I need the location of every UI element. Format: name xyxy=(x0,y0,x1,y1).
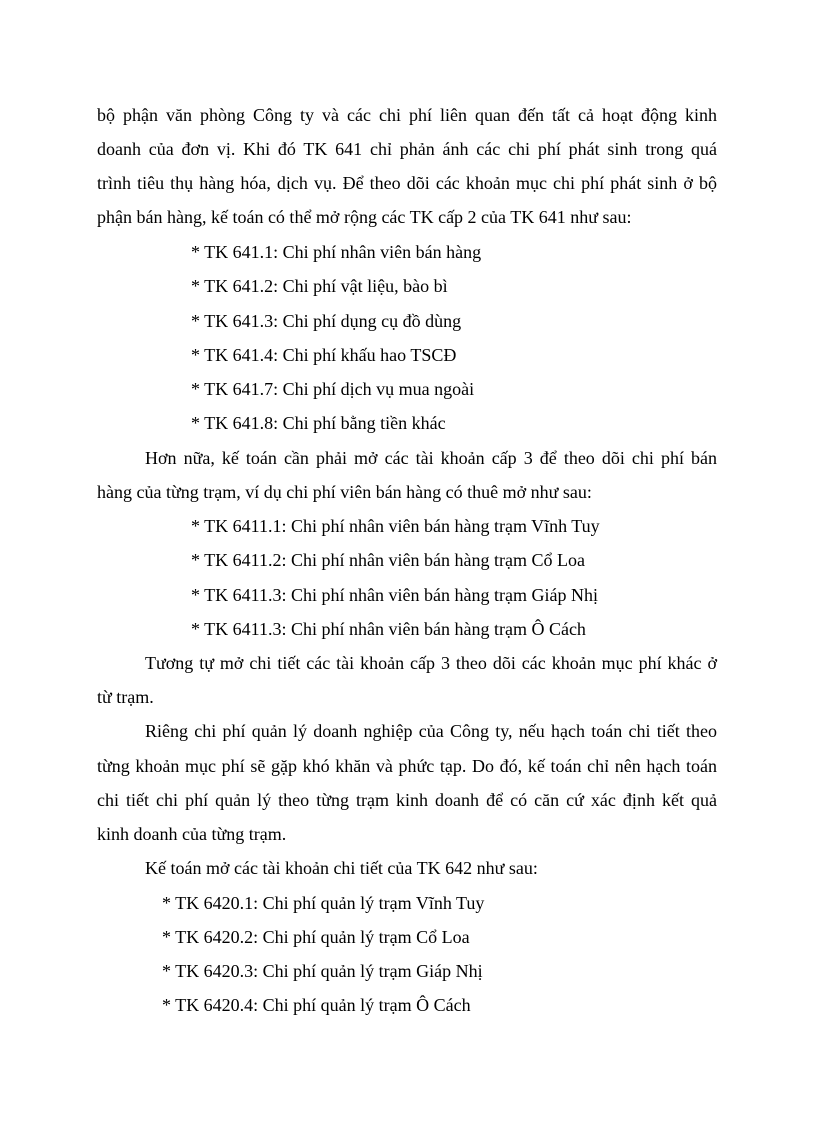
list-item-6420-2: * TK 6420.2: Chi phí quản lý trạm Cổ Loa xyxy=(162,927,470,947)
paragraph-4-line-3: chi tiết chi phí quản lý theo từng trạm kinh doanh để có căn cứ xác định kết quả xyxy=(97,790,717,810)
list-item-641-2: * TK 641.2: Chi phí vật liệu, bào bì xyxy=(191,276,448,296)
paragraph-4-line-1: Riêng chi phí quản lý doanh nghiệp của Công ty, nếu hạch toán chi tiết theo xyxy=(145,721,717,741)
list-item-6420-4: * TK 6420.4: Chi phí quản lý trạm Ô Cách xyxy=(162,995,471,1015)
paragraph-2-line-2: hàng của từng trạm, ví dụ chi phí viên bán hàng có thuê mở như sau: xyxy=(97,482,592,502)
paragraph-1-line-4: phận bán hàng, kế toán có thể mở rộng các TK cấp 2 của TK 641 như sau: xyxy=(97,207,632,227)
paragraph-2-line-1: Hơn nữa, kế toán cần phải mở các tài khoản cấp 3 để theo dõi chi phí bán xyxy=(145,448,717,468)
list-item-6420-3: * TK 6420.3: Chi phí quản lý trạm Giáp Nhị xyxy=(162,961,483,981)
paragraph-1-line-2: doanh của đơn vị. Khi đó TK 641 chỉ phản ánh các chi phí phát sinh trong quá xyxy=(97,139,717,159)
list-item-6411-3: * TK 6411.3: Chi phí nhân viên bán hàng trạm Giáp Nhị xyxy=(191,585,598,605)
list-item-641-3: * TK 641.3: Chi phí dụng cụ đồ dùng xyxy=(191,311,462,331)
list-item-641-1: * TK 641.1: Chi phí nhân viên bán hàng xyxy=(191,242,482,262)
paragraph-5-line-1: Kế toán mở các tài khoản chi tiết của TK 642 như sau: xyxy=(145,858,538,878)
paragraph-1-line-1: bộ phận văn phòng Công ty và các chi phí liên quan đến tất cả hoạt động kinh xyxy=(97,105,717,125)
paragraph-4-line-2: từng khoản mục phí sẽ gặp khó khăn và phức tạp. Do đó, kế toán chỉ nên hạch toán xyxy=(97,756,717,776)
paragraph-3-line-1: Tương tự mở chi tiết các tài khoản cấp 3 theo dõi các khoản mục phí khác ở xyxy=(145,653,717,673)
paragraph-3-line-2: từ trạm. xyxy=(97,687,154,707)
paragraph-4-line-4: kinh doanh của từng trạm. xyxy=(97,824,287,844)
list-item-641-4: * TK 641.4: Chi phí khấu hao TSCĐ xyxy=(191,345,457,365)
list-item-641-7: * TK 641.7: Chi phí dịch vụ mua ngoài xyxy=(191,379,475,399)
list-item-6420-1: * TK 6420.1: Chi phí quản lý trạm Vĩnh Tuy xyxy=(162,893,485,913)
list-item-6411-4: * TK 6411.3: Chi phí nhân viên bán hàng trạm Ô Cách xyxy=(191,619,586,639)
list-item-6411-1: * TK 6411.1: Chi phí nhân viên bán hàng trạm Vĩnh Tuy xyxy=(191,516,600,536)
paragraph-1-line-3: trình tiêu thụ hàng hóa, dịch vụ. Để theo dõi các khoản mục chi phí phát sinh ở bộ xyxy=(97,173,717,193)
list-item-6411-2: * TK 6411.2: Chi phí nhân viên bán hàng trạm Cổ Loa xyxy=(191,550,585,570)
list-item-641-8: * TK 641.8: Chi phí bằng tiền khác xyxy=(191,413,446,433)
